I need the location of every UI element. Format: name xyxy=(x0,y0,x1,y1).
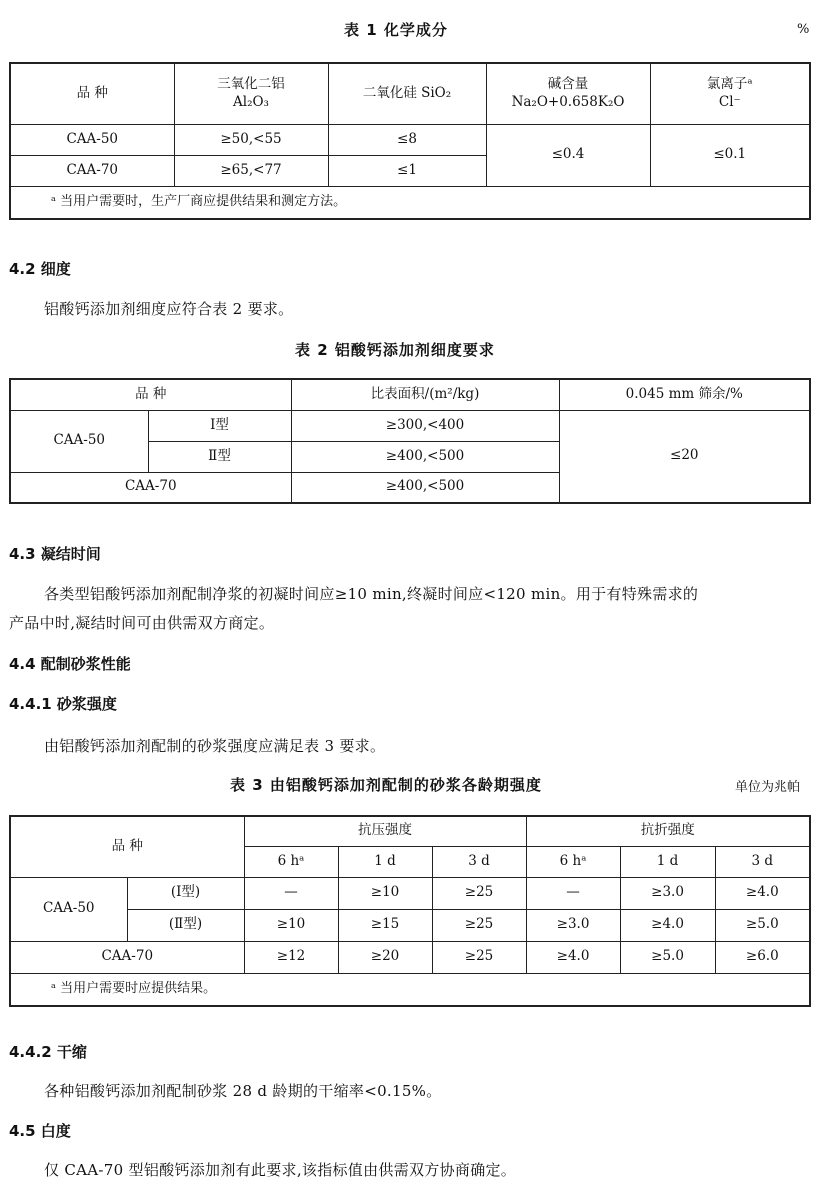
table3-cell-value: — xyxy=(526,877,620,909)
section-4-4-2-heading: 4.4.2 干缩 xyxy=(9,1043,87,1061)
table3-cell-value: ≥5.0 xyxy=(620,941,715,973)
table2-cell-surface: ≥300,<400 xyxy=(291,410,559,441)
section-4-2-heading: 4.2 细度 xyxy=(9,260,71,278)
table3-cell-value: ≥6.0 xyxy=(715,941,810,973)
table3-cell-value: ≥4.0 xyxy=(620,909,715,941)
section-4-5-text: 仅 CAA-70 型铝酸钙添加剂有此要求,该指标值由供需双方协商确定。 xyxy=(44,1161,517,1179)
table1-cell-variety: CAA-70 xyxy=(10,155,174,186)
section-4-2-text: 铝酸钙添加剂细度应符合表 2 要求。 xyxy=(44,300,294,318)
table3-cell-value: ≥20 xyxy=(338,941,432,973)
table1-cell-sio2: ≤1 xyxy=(328,155,486,186)
table3-header-variety: 品 种 xyxy=(10,816,244,877)
table1-cell-alkali: ≤0.4 xyxy=(486,124,650,186)
section-4-4-2-text: 各种铝酸钙添加剂配制砂浆 28 d 龄期的干缩率<0.15%。 xyxy=(44,1082,442,1100)
table1-unit: % xyxy=(797,22,810,37)
section-4-3-text-line2: 产品中时,凝结时间可由供需双方商定。 xyxy=(9,614,275,632)
table1 xyxy=(9,62,811,220)
table3-cell-caa70: CAA-70 xyxy=(10,941,244,973)
table2-cell-surface: ≥400,<500 xyxy=(291,441,559,472)
table2-header-variety: 品 种 xyxy=(10,379,291,410)
table2-header-sieve: 0.045 mm 筛余/% xyxy=(559,379,810,410)
table3-cell-value: ≥10 xyxy=(244,909,338,941)
table3-cell-value: ≥4.0 xyxy=(526,941,620,973)
table3-cell-value: ≥25 xyxy=(432,941,526,973)
table2-header-surface: 比表面积/(m²/kg) xyxy=(291,379,559,410)
section-4-4-heading: 4.4 配制砂浆性能 xyxy=(9,655,131,673)
table1-cell-variety: CAA-50 xyxy=(10,124,174,155)
table1-caption: 表 1 化学成分 xyxy=(344,21,448,39)
section-4-5-heading: 4.5 白度 xyxy=(9,1122,71,1140)
table3-header-age: 1 d xyxy=(338,846,432,877)
table1-header-alkali: 碱含量 Na₂O+0.658K₂O xyxy=(486,63,650,124)
table2-cell-surface: ≥400,<500 xyxy=(291,472,559,503)
table3-header-compressive: 抗压强度 xyxy=(244,816,526,846)
table3-caption: 表 3 由铝酸钙添加剂配制的砂浆各龄期强度 xyxy=(230,776,542,794)
table3-cell-value: ≥3.0 xyxy=(620,877,715,909)
table3-unit: 单位为兆帕 xyxy=(735,780,801,795)
table3-cell-value: ≥10 xyxy=(338,877,432,909)
section-4-4-1-heading: 4.4.1 砂浆强度 xyxy=(9,695,117,713)
table2-cell-caa50: CAA-50 xyxy=(10,410,148,472)
table2 xyxy=(9,378,811,504)
table1-header-sio2: 二氧化硅 SiO₂ xyxy=(328,63,486,124)
table1-header-al2o3: 三氧化二铝 Al₂O₃ xyxy=(174,63,328,124)
section-4-3-heading: 4.3 凝结时间 xyxy=(9,545,101,563)
table3 xyxy=(9,815,811,1007)
table3-header-age: 1 d xyxy=(620,846,715,877)
table3-cell-value: ≥5.0 xyxy=(715,909,810,941)
table3-cell-type: (Ⅱ型) xyxy=(127,909,244,941)
table2-cell-sieve: ≤20 xyxy=(559,410,810,503)
table2-cell-type1: Ⅰ型 xyxy=(148,410,291,441)
table3-cell-value: — xyxy=(244,877,338,909)
table3-cell-value: ≥25 xyxy=(432,877,526,909)
table3-cell-value: ≥4.0 xyxy=(715,877,810,909)
table3-cell-caa50: CAA-50 xyxy=(10,877,127,941)
table1-header-chloride: 氯离子ᵃ Cl⁻ xyxy=(650,63,810,124)
table1-cell-chloride: ≤0.1 xyxy=(650,124,810,186)
table1-cell-al2o3: ≥50,<55 xyxy=(174,124,328,155)
table3-cell-value: ≥15 xyxy=(338,909,432,941)
table3-footnote: ᵃ 当用户需要时应提供结果。 xyxy=(10,973,810,1006)
section-4-3-text-line1: 各类型铝酸钙添加剂配制净浆的初凝时间应≥10 min,终凝时间应<120 min。用于有特殊需求的 xyxy=(44,585,699,603)
table3-cell-type: (Ⅰ型) xyxy=(127,877,244,909)
table3-cell-value: ≥12 xyxy=(244,941,338,973)
section-4-4-1-text: 由铝酸钙添加剂配制的砂浆强度应满足表 3 要求。 xyxy=(44,737,386,755)
table3-cell-value: ≥25 xyxy=(432,909,526,941)
table3-header-age: 3 d xyxy=(432,846,526,877)
table1-cell-al2o3: ≥65,<77 xyxy=(174,155,328,186)
table2-caption: 表 2 铝酸钙添加剂细度要求 xyxy=(295,341,495,359)
table1-cell-sio2: ≤8 xyxy=(328,124,486,155)
table3-header-age: 6 hᵃ xyxy=(244,846,338,877)
table3-header-flexural: 抗折强度 xyxy=(526,816,810,846)
table2-cell-type2: Ⅱ型 xyxy=(148,441,291,472)
table3-header-age: 6 hᵃ xyxy=(526,846,620,877)
table3-header-age: 3 d xyxy=(715,846,810,877)
table1-header-variety: 品 种 xyxy=(10,63,174,124)
table2-cell-caa70: CAA-70 xyxy=(10,472,291,503)
table1-footnote: ᵃ 当用户需要时，生产厂商应提供结果和测定方法。 xyxy=(10,186,810,219)
table3-cell-value: ≥3.0 xyxy=(526,909,620,941)
